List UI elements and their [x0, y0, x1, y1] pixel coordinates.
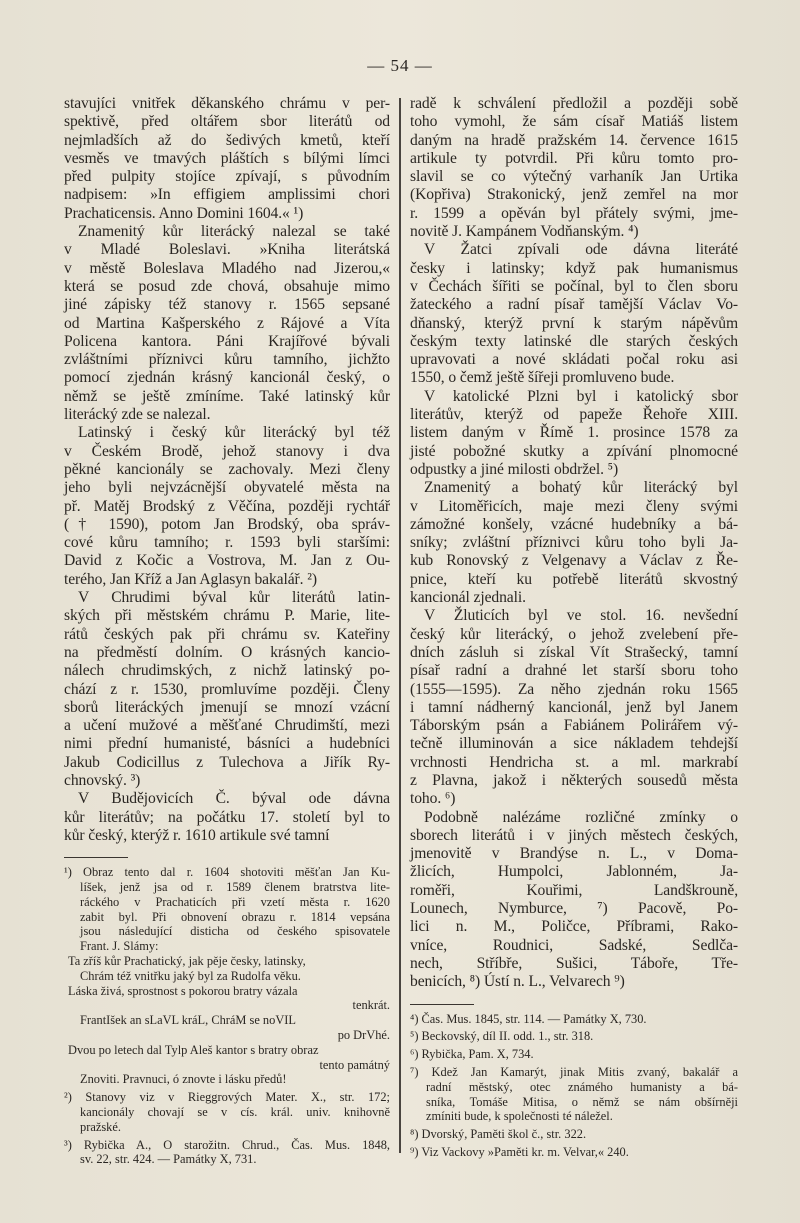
footnote-line: po DrVhé.	[337, 1027, 390, 1042]
footnote-line: tenkrát.	[352, 998, 390, 1013]
text-line: žlicích, Humpolci, Jablonném, Ja-	[410, 863, 738, 881]
text-line: V Žatci zpívali ode dávna literáté	[424, 241, 738, 259]
text-line: upravovati a nové skládati počal roku asi	[410, 351, 738, 369]
left-footnotes	[64, 865, 390, 1167]
text-line: kůr český, kterýž r. 1610 artikule své tamní	[64, 826, 330, 844]
text-line: česky i latinsky; když pak humanismus	[410, 259, 738, 277]
footnote-line: ¹) Obraz tento dal r. 1604 shotoviti měšťan Jan Ku-	[64, 865, 390, 880]
footnote-line: líšek, jenž jsa od r. 1589 členem bratrstva lite-	[80, 879, 390, 894]
text-line: český kůr literácký, o jehož zvelebení pře-	[410, 625, 738, 643]
text-line: spektivě, před oltářem sbor literátů od	[64, 113, 390, 131]
footnote-line: ³) Rybička A., O starožitn. Chrud., Čas. Mus. 1848,	[64, 1137, 390, 1152]
footnote-line: jsou následující disticha od českého spisovatele	[80, 924, 390, 939]
text-line: jisté pobožné skutky a zpívání plnomocné	[410, 442, 738, 460]
footnote-rule-left	[64, 857, 128, 858]
text-line: z Plavna, jakož i některých sousedů města	[410, 771, 738, 789]
footnote-line: Ta zříš kůr Prachatický, jak pěje česky, latinsky,	[68, 953, 306, 968]
footnote-line: ráckého v Prachaticích při vzetí města r. 1620	[80, 894, 390, 909]
footnote-line: Chrám též vnitřku jaký byl za Rudolfa věku.	[80, 968, 301, 983]
text-line: sborech literátů i v jiných městech českých,	[410, 826, 738, 844]
right-footnotes	[410, 1012, 738, 1160]
text-line: nech, Stříbře, Sušici, Táboře, Tře-	[410, 954, 738, 972]
text-line: kub Ronovský z Velgenavy a Václav z Ře-	[410, 552, 738, 570]
text-line: toho vymohl, že sám císař Matiáš listem	[410, 113, 738, 131]
footnote-line: FrantIšek an sLaVL kráL, ChráM se noVIL	[80, 1013, 296, 1028]
text-line: Prachaticensis. Anno Domini 1604.« ¹)	[64, 204, 304, 222]
footnote-line: zabit byl. Při obnovení obrazu r. 1814 vepsána	[80, 909, 390, 924]
text-line: Lounech, Nymburce, ⁷) Pacově, Po-	[410, 900, 738, 918]
footnote-line: ⁷) Kdež Jan Kamarýt, jinak Mitis zvaný, bakalář a	[410, 1064, 738, 1079]
text-line: ských při městském chrámu P. Marie, lite-	[64, 607, 390, 625]
text-line: artikule ty potvrdil. Při kůru tomto pro-	[410, 149, 738, 167]
text-line: kancionál zjednali.	[410, 589, 526, 607]
footnote-line: kancionály chovají se v cís. král. univ. knihovně	[80, 1104, 390, 1119]
footnote-line: Znoviti. Pravnuci, ó znovte i lásku předů!	[80, 1072, 287, 1087]
text-line: zámožné konšely, vzácné hudebníky a bá-	[410, 515, 738, 533]
text-line: českým texty latinské dle starých českých	[410, 332, 738, 350]
footnote-line: pražské.	[80, 1119, 121, 1134]
footnote-line: ⁵) Beckovský, díl II. odd. 1., str. 318.	[410, 1029, 594, 1044]
text-line: terého, Jan Kříž a Jan Aglasyn bakalář. ²)	[64, 570, 317, 588]
footnote-line: radní městský, otec známého humanisty a bá-	[426, 1079, 738, 1094]
text-line: roměři, Kouřimi, Landškrouně,	[410, 881, 738, 899]
text-line: od Martina Kašperského z Rájové a Víta	[64, 314, 390, 332]
text-line: lici n. M., Poličce, Příbrami, Rako-	[410, 918, 738, 936]
text-line: žateckého a radní písař tamější Václav Vo-	[410, 296, 738, 314]
text-line: v Litoměřicích, maje mezi členy svými	[410, 497, 738, 515]
text-line: r. 1599 a opěván byl přátely svými, jme-	[410, 204, 738, 222]
text-line: slavil se co výtečný varhaník Jan Urtika	[410, 168, 738, 186]
text-line: literácký zde se nalezal.	[64, 406, 211, 424]
text-line: chnovský. ³)	[64, 771, 141, 789]
text-line: toho. ⁶)	[410, 790, 456, 808]
text-line: v Mladé Boleslavi. »Kniha literátská	[64, 241, 390, 259]
footnote-line: sníka, Tomáše Mitisa, o němž se nám obšírněji	[426, 1094, 738, 1109]
text-line: V Budějovicích Č. býval ode dávna	[78, 790, 390, 808]
text-line: pěkné kancionály se zachovaly. Mezi členy	[64, 460, 390, 478]
text-line: v Čechách šířiti se počínal, byl to člen sboru	[410, 277, 738, 295]
text-line: před pulpity stojíce zpívají, s původním	[64, 168, 390, 186]
text-line: písař radní a drahné let starší sboru toho	[410, 662, 738, 680]
text-line: a učení mužové a měšťané Chrudimští, mezi	[64, 717, 390, 735]
footnote-line: Frant. J. Slámy:	[80, 939, 159, 954]
text-line: sborů literáckých jmenují se mnozí vzácní	[64, 698, 390, 716]
footnote-line: sv. 22, str. 424. — Památky X, 731.	[80, 1152, 257, 1167]
text-line: radě k schválení předložil a později sobě	[410, 95, 738, 112]
right-body-text	[410, 95, 738, 992]
text-line: na předměstí dolním. O krásných kancio-	[64, 643, 390, 661]
text-line: rátů českých pak při chrámu sv. Kateřiny	[64, 625, 390, 643]
footnote-line: ⁹) Viz Vackovy »Paměti kr. m. Velvar,« 240.	[410, 1144, 629, 1159]
text-line: jeho byli nejvzácnější obyvatelé města na	[64, 479, 390, 497]
text-line: Jakub Codicillus z Tulechova a Jiřík Ry-	[64, 753, 390, 771]
footnote-line: ²) Stanovy viz v Rieggrových Mater. X., str. 172;	[64, 1090, 390, 1105]
footnote-line: zmíniti bude, k společnosti té náležel.	[426, 1109, 613, 1124]
text-line: tečně illuminován a sice nákladem tehdejší	[410, 735, 738, 753]
text-line: která se posud zde chová, obsahuje mimo	[64, 277, 390, 295]
text-line: nadpisem: »In effigiem amplissimi chori	[64, 186, 390, 204]
text-line: nejmladších až do šedivých kmetů, kteří	[64, 131, 390, 149]
text-line: listem daným v Římě 1. prosince 1578 za	[410, 424, 738, 442]
text-line: zvláštními příznivci kůru tamního, jichžto	[64, 351, 390, 369]
text-line: novitě J. Kampánem Vodňanským. ⁴)	[410, 223, 639, 241]
text-line: nálech chrudimských, z nichž latinský po-	[64, 662, 390, 680]
text-line: stavujíci vnitřek děkanského chrámu v per-	[64, 95, 390, 112]
footnote-line: ⁴) Čas. Mus. 1845, str. 114. — Památky X, 730.	[410, 1011, 647, 1026]
text-line: dňanský, kterýž první k starým nápěvům	[410, 314, 738, 332]
text-line: jiné zápisky též stanovy r. 1565 sepsané	[64, 296, 390, 314]
text-line: (1555—1595). Za něho zjednán roku 1565	[410, 680, 738, 698]
text-line: benicích, ⁸) Ústí n. L., Velvarech ⁹)	[410, 973, 625, 991]
text-line: V Chrudimi býval kůr literátů latin-	[78, 589, 390, 607]
footnote-line: tento památný	[319, 1057, 390, 1072]
footnote-rule-right	[410, 1004, 474, 1005]
left-body-text	[64, 95, 390, 845]
text-line: dních zásluh si získal Vít Strašecký, tamní	[410, 643, 738, 661]
text-line: v Českém Brodě, jehož stanovy i dva	[64, 442, 390, 460]
text-line: 1550, o čemž ještě šířeji promluveno bude.	[410, 369, 675, 387]
text-line: literátův, kterýž od papeže Řehoře XIII.	[410, 406, 738, 424]
text-line: pomocí zjednán krásný kancionál český, o	[64, 369, 390, 387]
text-line: Podobně nalézáme rozličné zmínky o	[424, 808, 738, 826]
text-line: chází z r. 1530, promluvíme později. Členy	[64, 680, 390, 698]
text-line: i tamní nádherný kancionál, jenž byl Janem	[410, 698, 738, 716]
text-line: Znamenitý kůr literácký nalezal se také	[78, 223, 390, 241]
footnote-line: ⁸) Dvorský, Paměti škol č., str. 322.	[410, 1127, 587, 1142]
text-line: daným na hradě pražském 14. července 1615	[410, 131, 738, 149]
text-line: vníce, Roudnici, Sadské, Sedlča-	[410, 936, 738, 954]
text-line: Znamenitý a bohatý kůr literácký byl	[424, 479, 738, 497]
text-line: v městě Boleslava Mladého nad Jizerou,«	[64, 259, 390, 277]
text-line: († 1590), potom Jan Brodský, oba správ-	[64, 515, 390, 533]
footnote-line: Dvou po letech dal Tylp Aleš kantor s bratry obraz	[68, 1042, 319, 1057]
page-number: — 54 —	[367, 56, 433, 75]
text-line: V katolické Plzni byl i katolický sbor	[424, 387, 738, 405]
text-line: pnice, kteří ku potřebě literátů skvostný	[410, 570, 738, 588]
text-line: (Kopřiva) Strakonický, jenž zemřel na mor	[410, 186, 738, 204]
text-line: kůr literátův; na počátku 17. století byl to	[64, 808, 390, 826]
text-line: jmenovitě v Brandýse n. L., v Doma-	[410, 845, 738, 863]
text-line: př. Matěj Brodský z Věčína, později rychtář	[64, 497, 390, 515]
text-line: němž se ještě zmíníme. Také latinský kůr	[64, 387, 390, 405]
text-line: cové kůru tamního; r. 1593 byli staršími:	[64, 534, 390, 552]
column-divider	[399, 98, 401, 1153]
text-line: Táborským psán a Fabiánem Polirářem vý-	[410, 717, 738, 735]
left-column	[64, 95, 390, 1167]
right-column	[410, 95, 738, 1160]
footnote-line: Láska živá, sprostnost s pokorou bratry vázala	[68, 983, 298, 998]
text-line: vesměs ve tmavých pláštích s bílými límci	[64, 149, 390, 167]
text-line: Latinský i český kůr literácký byl též	[78, 424, 390, 442]
text-line: Policena kantora. Páni Krajířové bývali	[64, 332, 390, 350]
text-line: sníky; zvláštní příznivci kůru toho byli Ja-	[410, 534, 738, 552]
text-line: V Žluticích byl ve stol. 16. nevšední	[424, 607, 738, 625]
text-line: odpustky a jiné milosti obdržel. ⁵)	[410, 460, 619, 478]
text-line: vrchnosti Hendricha st. a ml. markrabí	[410, 753, 738, 771]
text-line: nimi přední humanisté, básníci a hudebníci	[64, 735, 390, 753]
text-line: David z Kočic a Vostrova, M. Jan z Ou-	[64, 552, 390, 570]
footnote-line: ⁶) Rybička, Pam. X, 734.	[410, 1047, 534, 1062]
